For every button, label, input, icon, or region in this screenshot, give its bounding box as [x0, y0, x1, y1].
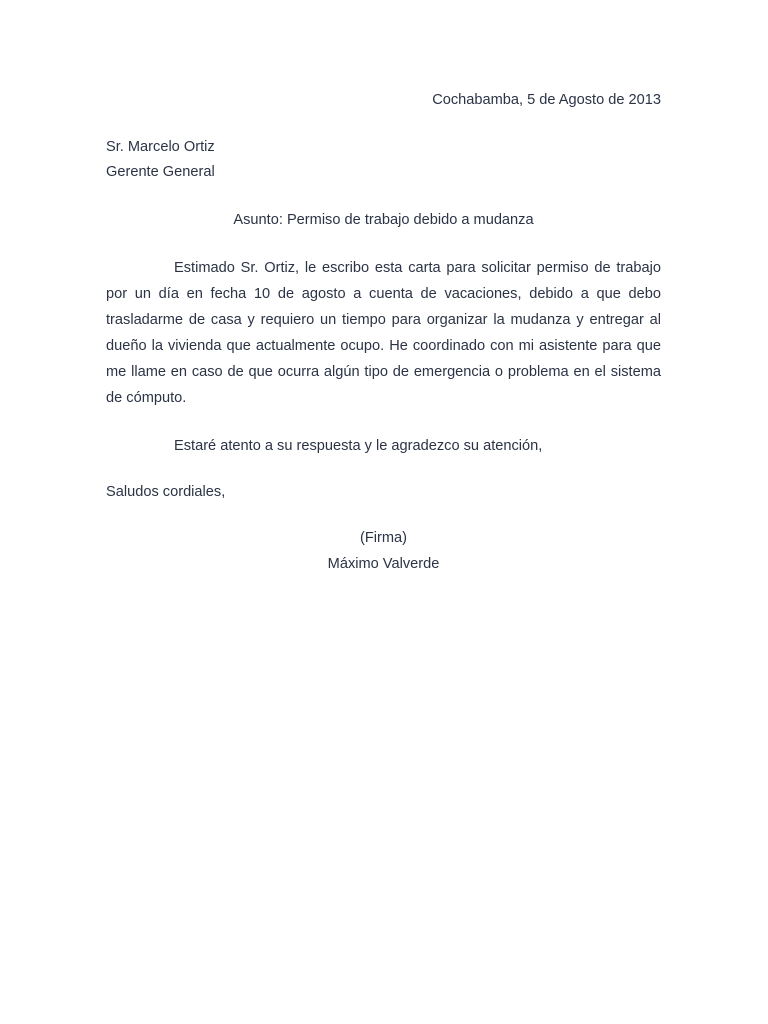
body-line: por un día en fecha 10 de agosto a cuenta de vacaciones, debido a que debo: [106, 286, 661, 302]
date-line: Cochabamba, 5 de Agosto de 2013: [432, 92, 661, 108]
body-line: me llame en caso de que ocurra algún tipo de emergencia o problema en el sistema: [106, 364, 661, 380]
recipient-title: Gerente General: [106, 164, 215, 180]
body-line: trasladarme de casa y requiero un tiempo para organizar la mudanza y entregar al: [106, 312, 661, 328]
recipient-name: Sr. Marcelo Ortiz: [106, 139, 215, 155]
body-line: Estimado Sr. Ortiz, le escribo esta carta para solicitar permiso de trabajo: [174, 260, 661, 276]
signature-mark: (Firma): [359, 530, 407, 546]
salutation: Saludos cordiales,: [106, 484, 226, 500]
body-line: de cómputo.: [106, 390, 187, 406]
subject-line: Asunto: Permiso de trabajo debido a mudanza: [233, 212, 534, 228]
signer-name: Máximo Valverde: [327, 556, 440, 572]
body-line: dueño la vivienda que actualmente ocupo. He coordinado con mi asistente para que: [106, 338, 661, 354]
closing-line: Estaré atento a su respuesta y le agradezco su atención,: [174, 438, 543, 454]
